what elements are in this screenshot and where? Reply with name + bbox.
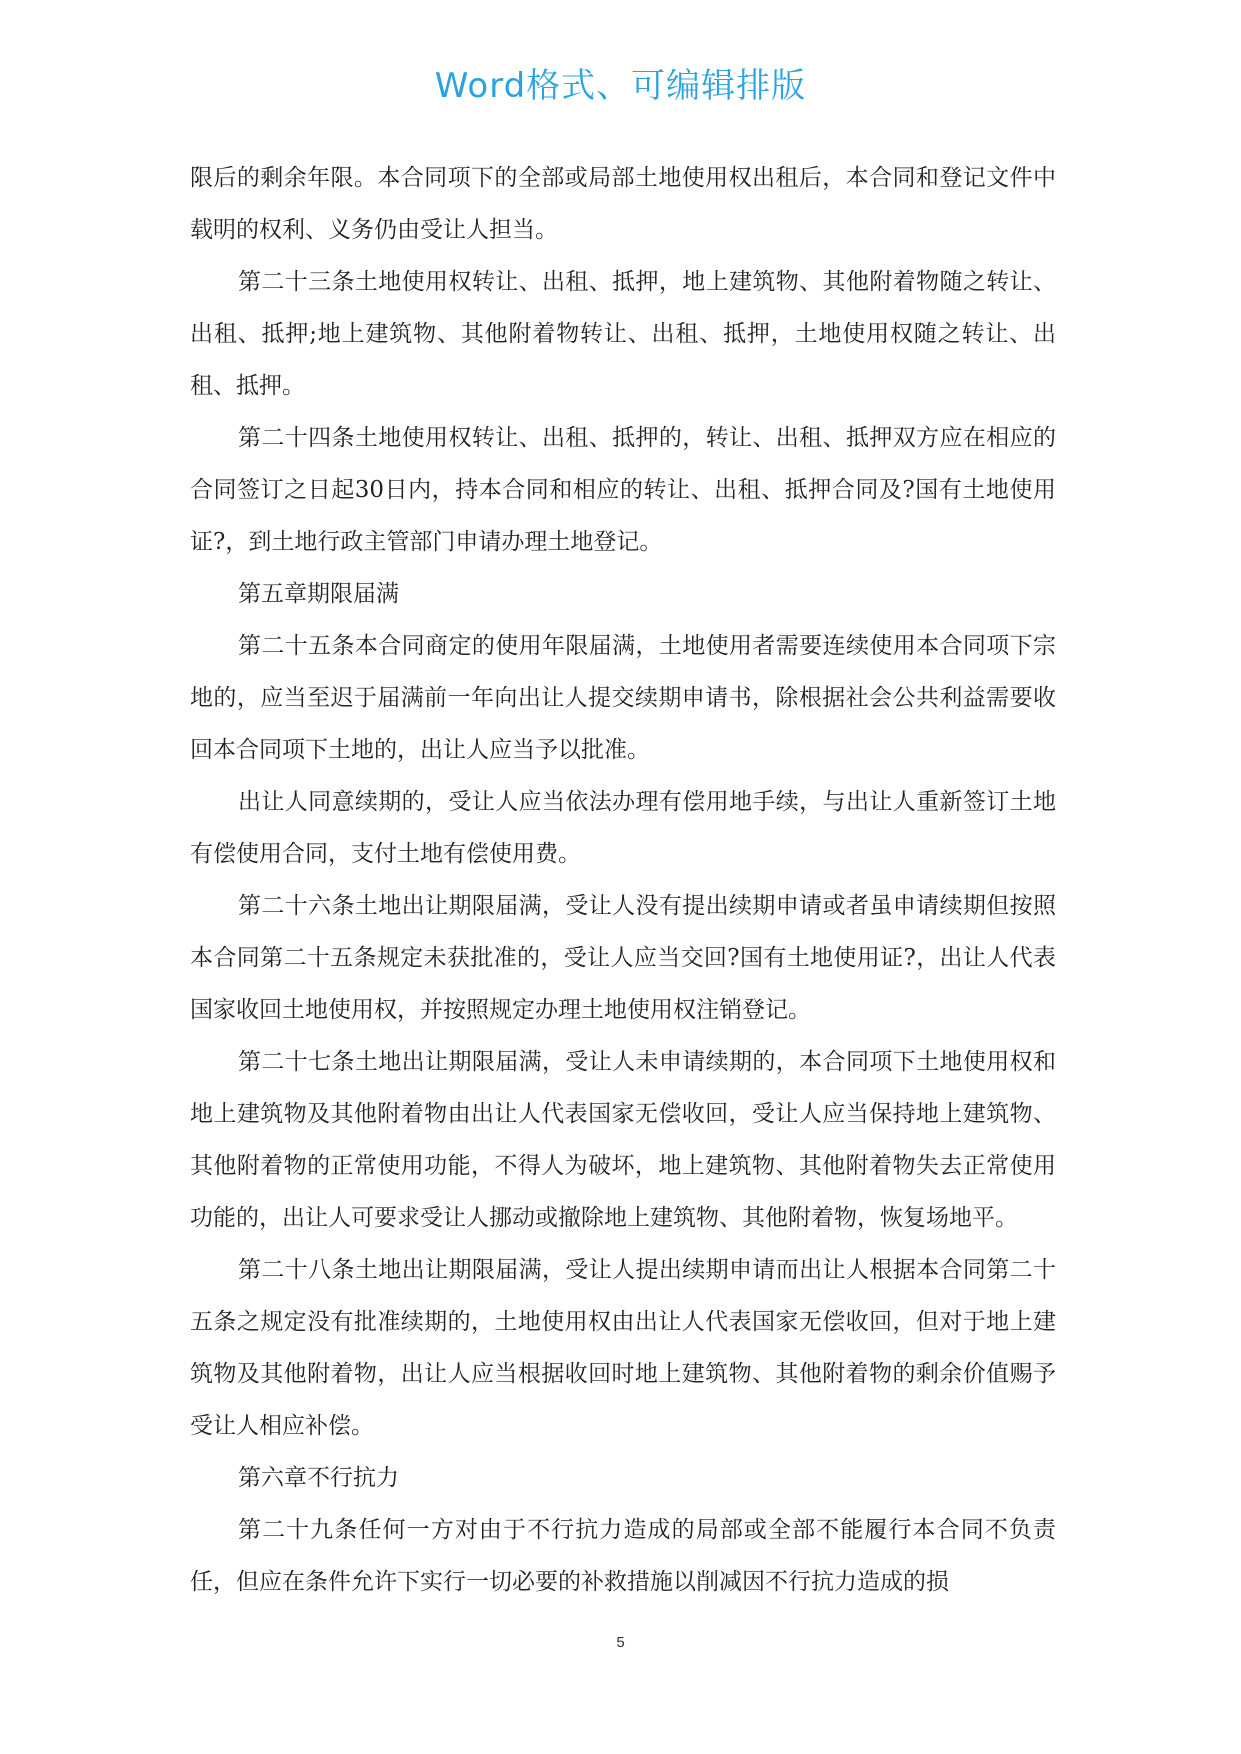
page-number: 5 <box>616 1634 625 1651</box>
paragraph-article-27: 第二十七条土地出让期限届满，受让人未申请续期的，本合同项下土地使用权和地上建筑物及其他附着物由出让人代表国家无偿收回，受让人应当保持地上建筑物、其他附着物的正常使用功能，不得人为破坏，地上建筑物、其他附着物失去正常使用功能的，出让人可要求受让人挪动或撤除地上建筑物、其他附着物，恢复场地平。 <box>190 1049 1056 1231</box>
chapter-heading-5: 第五章期限届满 <box>238 581 399 607</box>
paragraph-article-26: 第二十六条土地出让期限届满，受让人没有提出续期申请或者虽申请续期但按照本合同第二十五条规定未获批准的，受让人应当交回?国有土地使用证?，出让人代表国家收回土地使用权，并按照规定办理土地使用权注销登记。 <box>190 893 1056 1023</box>
paragraph-article-25: 第二十五条本合同商定的使用年限届满，土地使用者需要连续使用本合同项下宗地的，应当至迟于届满前一年向出让人提交续期申请书，除根据社会公共利益需要收回本合同项下土地的，出让人应当予以批准。 <box>190 633 1056 763</box>
document-body <box>190 152 1056 1608</box>
page-header-title: Word格式、可编辑排版 <box>434 66 807 106</box>
paragraph-article-23: 第二十三条土地使用权转让、出租、抵押，地上建筑物、其他附着物随之转让、出租、抵押;地上建筑物、其他附着物转让、出租、抵押，土地使用权随之转让、出租、抵押。 <box>190 269 1056 399</box>
paragraph-continuation: 限后的剩余年限。本合同项下的全部或局部土地使用权出租后，本合同和登记文件中载明的权利、义务仍由受让人担当。 <box>190 165 1056 243</box>
chapter-heading-6: 第六章不行抗力 <box>238 1465 399 1491</box>
paragraph-article-24: 第二十四条土地使用权转让、出租、抵押的，转让、出租、抵押双方应在相应的合同签订之日起30日内，持本合同和相应的转让、出租、抵押合同及?国有土地使用证?，到土地行政主管部门申请办理土地登记。 <box>190 425 1056 555</box>
paragraph-renewal-consent: 出让人同意续期的，受让人应当依法办理有偿用地手续，与出让人重新签订土地有偿使用合同，支付土地有偿使用费。 <box>190 789 1056 867</box>
paragraph-article-29: 第二十九条任何一方对由于不行抗力造成的局部或全部不能履行本合同不负责任，但应在条件允许下实行一切必要的补救措施以削减因不行抗力造成的损 <box>190 1517 1056 1595</box>
paragraph-article-28: 第二十八条土地出让期限届满，受让人提出续期申请而出让人根据本合同第二十五条之规定没有批准续期的，土地使用权由出让人代表国家无偿收回，但对于地上建筑物及其他附着物，出让人应当根据收回时地上建筑物、其他附着物的剩余价值赐予受让人相应补偿。 <box>190 1257 1056 1439</box>
